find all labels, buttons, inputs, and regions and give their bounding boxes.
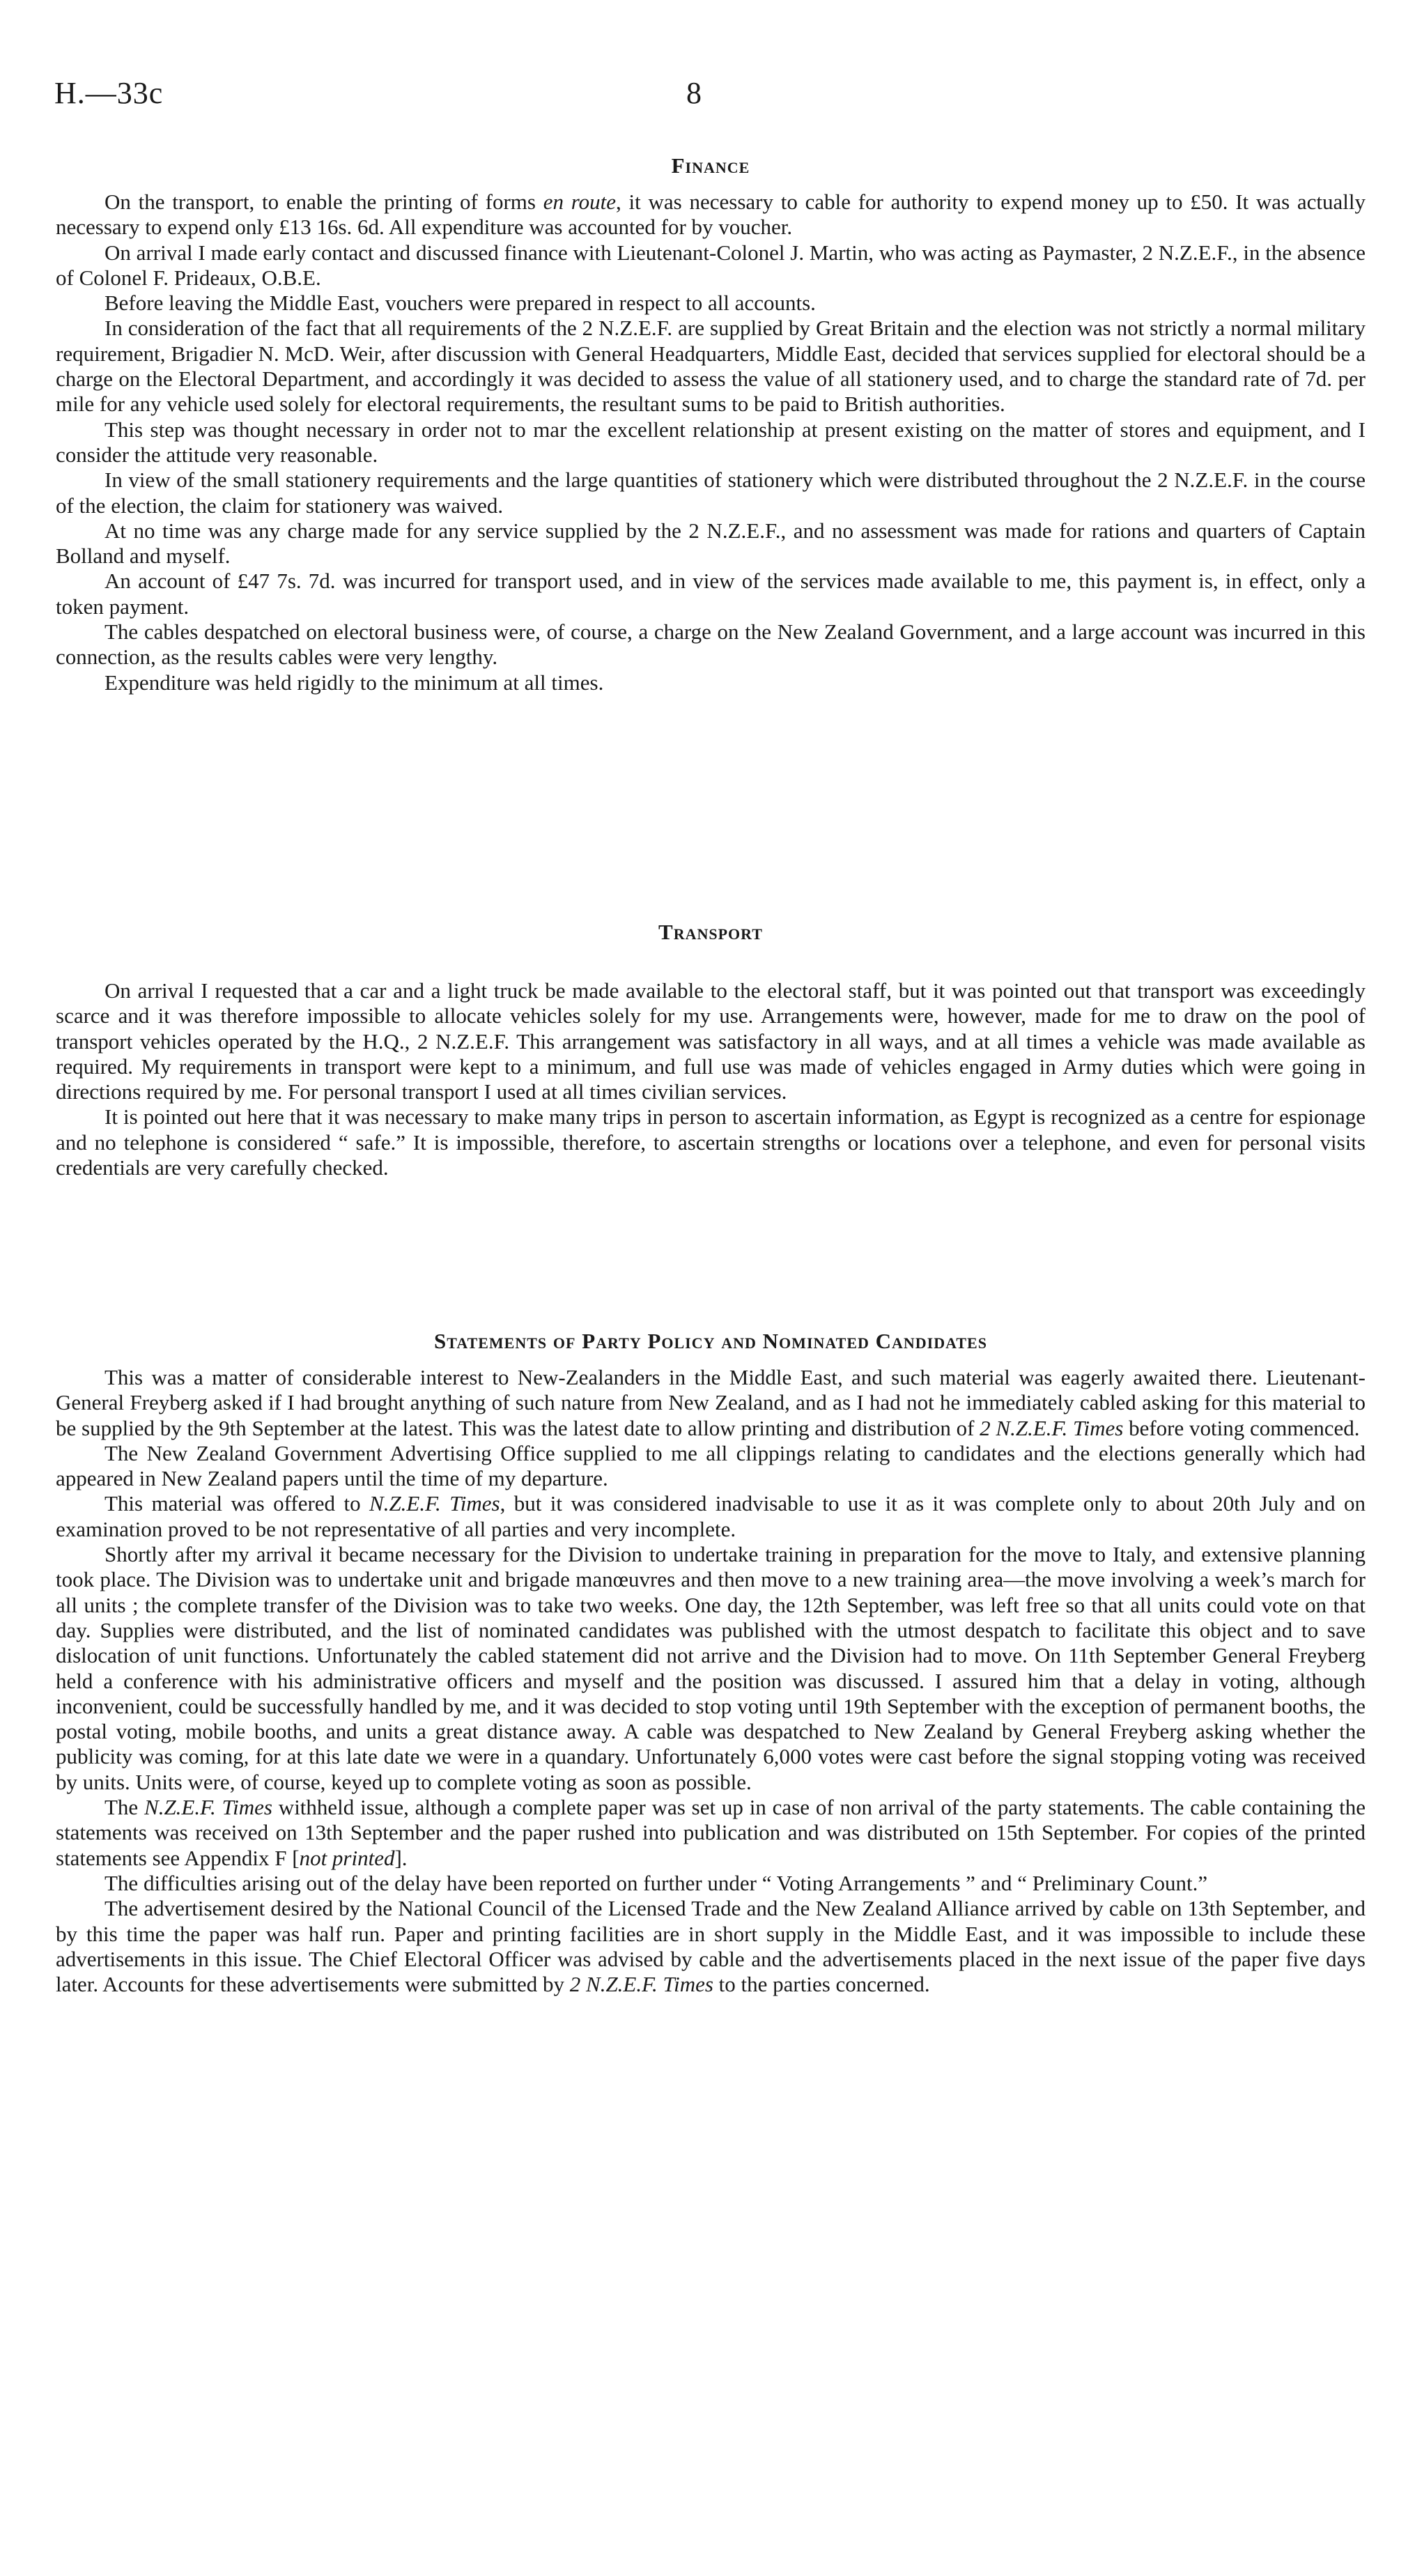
statements-paragraph: Shortly after my arrival it became necessary for the Division to undertake training in preparation for the move to Italy, and extensive planning took place. The Division was to undertake unit and brigade manœuvres and then move to a new training area—the move involving a week’s march for all units ; the complete transfer of the Division was to take two weeks. One day, the 12th September, was left free so that all units could vote on that day. Supplies were distributed, and the list of nominated candidates was published with the utmost despatch to facilitate this object and to save dislocation of unit functions. Unfortunately the cabled statement did not arrive and the Division had to move. On 11th September General Freyberg held a conference with his administrative officers and myself and the position was discussed. I assured him that a delay in voting, although inconvenient, could be successfully handled by me, and it was decided to stop voting until 19th September with the exception of permanent booths, the postal voting, mobile booths, and units a great distance away. A cable was despatched to New Zealand by General Freyberg asking whether the publicity was coming, for at this late date we were in a quandary. Unfortunately 6,000 votes were cast before the signal stopping voting was received by units. Units were, of course, keyed up to complete voting as soon as possible.	[56, 1542, 1366, 1794]
transport-paragraph: On arrival I requested that a car and a light truck be made available to the electoral staff, but it was pointed out that transport was exceedingly scarce and it was therefore impossible to allocate vehicles solely for my use. Arrangements were, however, made for me to draw on the pool of transport vehicles operated by the H.Q., 2 N.Z.E.F. This arrangement was satisfactory in all ways, and at all times a vehicle was made available as required. My requirements in transport were kept to a minimum, and full use was made of vehicles engaged in Army duties which were going in directions required by me. For personal transport I used at all times civilian services.	[56, 978, 1366, 1104]
transport-section	[56, 918, 1366, 1180]
finance-paragraph: In consideration of the fact that all requirements of the 2 N.Z.E.F. are supplied by Great Britain and the election was not strictly a normal military requirement, Brigadier N. McD. Weir, after discussion with General Headquarters, Middle East, decided that services supplied for electoral should be a charge on the Electoral Department, and accordingly it was decided to assess the value of all stationery used, and to charge the standard rate of 7d. per mile for any vehicle used solely for electoral requirements, the resultant sums to be paid to British authorities.	[56, 316, 1366, 417]
statements-heading: Statements of Party Policy and Nominated Candidates	[434, 1329, 987, 1353]
finance-section	[56, 152, 1366, 695]
finance-paragraph: In view of the small stationery requirements and the large quantities of stationery which were distributed throughout the 2 N.Z.E.F. in the course of the election, the claim for stationery was waived.	[56, 468, 1366, 518]
italic-phrase: en route	[543, 190, 617, 214]
finance-paragraph: Expenditure was held rigidly to the minimum at all times.	[105, 670, 604, 695]
finance-paragraph: On the transport, to enable the printing of forms en route, it was necessary to cable for authority to expend money up to £50. It was actually necessary to expend only £13 16s. 6d. All expenditure was accounted for by voucher.	[56, 190, 1366, 240]
finance-paragraph: Before leaving the Middle East, vouchers were prepared in respect to all accounts.	[105, 291, 816, 316]
italic-phrase: 2 N.Z.E.F. Times	[569, 1972, 713, 1997]
italic-phrase: 2 N.Z.E.F. Times	[980, 1415, 1124, 1440]
italic-phrase: not printed	[299, 1845, 395, 1870]
finance-paragraph: On arrival I made early contact and discussed finance with Lieutenant-Colonel J. Martin, who was acting as Paymaster, 2 N.Z.E.F., in the absence of Colonel F. Prideaux, O.B.E.	[56, 240, 1366, 290]
statements-paragraph: The New Zealand Government Advertising Office supplied to me all clippings relating to candidates and the elections generally which had appeared in New Zealand papers until the time of my departure.	[56, 1440, 1366, 1491]
finance-paragraph: The cables despatched on electoral business were, of course, a charge on the New Zealand Government, and a large account was incurred in this connection, as the results cables were very lengthy.	[56, 619, 1366, 670]
statements-paragraph: This material was offered to N.Z.E.F. Times, but it was considered inadvisable to use it as it was complete only to about 20th July and on examination proved to be not representative of all parties and very incomplete.	[56, 1491, 1366, 1541]
statements-paragraph: The N.Z.E.F. Times withheld issue, although a complete paper was set up in case of non arrival of the party statements. The cable containing the statements was received on 13th September and the paper rushed into publication and was distributed on 15th September. For copies of the printed statements see Appendix F [not printed].	[56, 1795, 1366, 1870]
transport-heading: Transport	[658, 920, 763, 944]
italic-phrase: N.Z.E.F. Times	[369, 1491, 500, 1516]
page-number: 8	[686, 76, 702, 110]
document-reference: H.—33c	[54, 76, 164, 110]
statements-paragraph: The difficulties arising out of the delay have been reported on further under “ Voting Arrangements ” and “ Preliminary Count.”	[105, 1870, 1208, 1895]
transport-paragraph: It is pointed out here that it was necessary to make many trips in person to ascertain information, as Egypt is recognized as a centre for espionage and no telephone is considered “ safe.” It is impossible, therefore, to ascertain strengths or locations over a telephone, and even for personal visits credentials are very carefully checked.	[56, 1104, 1366, 1180]
finance-paragraph: This step was thought necessary in order not to mar the excellent relationship at present existing on the matter of stores and equipment, and I consider the attitude very reasonable.	[56, 417, 1366, 467]
italic-phrase: N.Z.E.F. Times	[144, 1795, 272, 1820]
finance-paragraph: At no time was any charge made for any service supplied by the 2 N.Z.E.F., and no assessment was made for rations and quarters of Captain Bolland and myself.	[56, 518, 1366, 569]
statements-paragraph: This was a matter of considerable interest to New-Zealanders in the Middle East, and such material was eagerly awaited there. Lieutenant-General Freyberg asked if I had brought anything of such nature from New Zealand, and as I had not he immediately cabled asking for this material to be supplied by the 9th September at the latest. This was the latest date to allow printing and distribution of 2 N.Z.E.F. Times before voting commenced.	[56, 1365, 1366, 1440]
finance-paragraph: An account of £47 7s. 7d. was incurred for transport used, and in view of the services made available to me, this payment is, in effect, only a token payment.	[56, 569, 1366, 619]
statements-paragraph: The advertisement desired by the National Council of the Licensed Trade and the New Zealand Alliance arrived by cable on 13th September, and by this time the paper was half run. Paper and printing facilities are in short supply in the Middle East, and it was impossible to include these advertisements in this issue. The Chief Electoral Officer was advised by cable and the advertisements placed in the next issue of the paper five days later. Accounts for these advertisements were submitted by 2 N.Z.E.F. Times to the parties concerned.	[56, 1896, 1366, 1997]
finance-heading: Finance	[671, 153, 750, 178]
statements-section	[56, 1327, 1366, 1997]
